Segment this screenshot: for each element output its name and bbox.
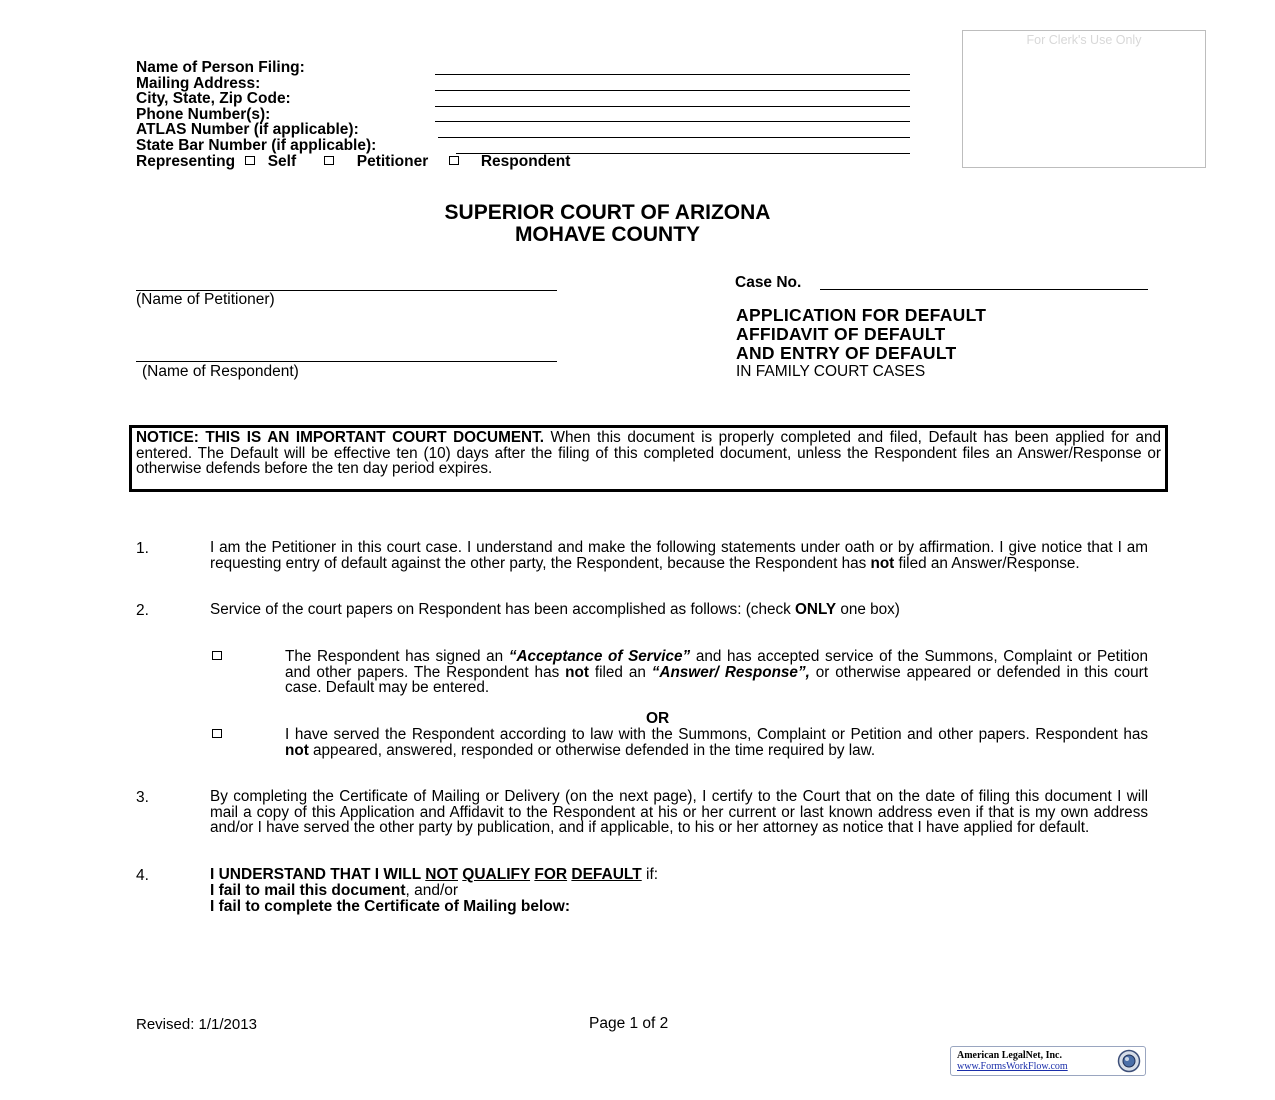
atlas-number-field[interactable]	[438, 125, 910, 138]
mailing-address-label: Mailing Address:	[136, 75, 261, 92]
petitioner-checkbox[interactable]	[324, 156, 334, 165]
form-title-line1: APPLICATION FOR DEFAULT	[736, 305, 987, 325]
item-2-text-b: one box)	[836, 601, 900, 618]
form-title-line2: AFFIDAVIT OF DEFAULT	[736, 324, 946, 344]
clerk-use-box	[962, 30, 1206, 168]
self-option-label: Self	[267, 153, 297, 170]
item-4-for: FOR	[534, 866, 568, 883]
opt1-text-a: The Respondent has signed an	[285, 648, 509, 665]
opt2-text-b: appeared, answered, responded or otherwise defended in the time required by law.	[308, 741, 876, 759]
respondent-name-field[interactable]	[136, 361, 557, 362]
page-number: Page 1 of 2	[589, 1015, 669, 1032]
opt1-bold-not: not	[565, 663, 589, 681]
revised-date: Revised: 1/1/2013	[136, 1016, 257, 1033]
state-bar-row	[136, 138, 376, 154]
atlas-number-label: ATLAS Number (if applicable):	[136, 121, 359, 138]
item-3-text: By completing the Certificate of Mailing or Delivery (on the next page), I certify to the Court that on the date of filing this document I will mail a copy of this Application and Affidavit to the Respondent at his or her current or last known address even if that is my own address and/or I have served the other party by publication, and if applicable, to his or her attorney as notice that I have applied for default.	[210, 788, 1148, 836]
phone-label: Phone Number(s):	[136, 106, 271, 123]
court-name-line1: SUPERIOR COURT OF ARIZONA	[444, 201, 771, 224]
filer-name-label: Name of Person Filing:	[136, 59, 305, 76]
phone-field[interactable]	[435, 109, 910, 122]
item-1-bold: not	[870, 554, 895, 572]
item-2-bold: ONLY	[795, 601, 837, 618]
opt1-text-d: or otherwise appeared or defended in this court case. Default may be entered.	[285, 663, 1148, 696]
item-4-if: if:	[641, 866, 659, 883]
form-subtitle: IN FAMILY COURT CASES	[736, 363, 926, 380]
respondent-label: (Name of Respondent)	[142, 363, 299, 380]
publisher-logo[interactable]	[950, 1046, 1146, 1076]
notice-text: When this document is properly completed and filed, Default has been applied for and entered. The Default will be effective ten (10) days after the filing of this completed document, unless the Respondent files an Answer/Response or otherwise defends before the ten day period expires.	[136, 429, 1161, 477]
representing-row	[136, 154, 570, 170]
globe-icon	[1117, 1049, 1141, 1073]
item-1-text	[210, 540, 1148, 571]
served-by-law-text	[285, 727, 1148, 758]
atlas-number-row	[136, 122, 359, 138]
notice-box	[129, 425, 1168, 492]
item-4-line1	[210, 867, 658, 883]
opt1-text-b: and has accepted service of the Summons, Complaint or Petition and other papers. The Respondent has	[285, 648, 1148, 681]
item-4-line3: I fail to complete the Certificate of Mailing below:	[210, 898, 570, 915]
item-4-default: DEFAULT	[571, 866, 642, 883]
item-4-line2-bold: I fail to mail this document	[210, 882, 406, 899]
item-4-line2	[210, 883, 458, 899]
court-title	[0, 202, 1275, 246]
city-state-zip-row	[136, 91, 291, 107]
notice-heading: NOTICE: THIS IS AN IMPORTANT COURT DOCUMENT.	[136, 429, 544, 446]
item-4-qualify: QUALIFY	[462, 866, 531, 883]
mailing-address-field[interactable]	[435, 78, 910, 91]
petitioner-option-label: Petitioner	[356, 153, 429, 170]
acceptance-of-service-text	[285, 649, 1148, 696]
self-checkbox[interactable]	[245, 156, 255, 165]
case-number-label: Case No.	[735, 274, 802, 291]
case-number-field[interactable]	[820, 289, 1148, 290]
state-bar-label: State Bar Number (if applicable):	[136, 137, 377, 154]
item-1-text-b: filed an Answer/Response.	[894, 554, 1080, 572]
representing-label: Representing	[136, 153, 236, 170]
item-2-number: 2.	[136, 602, 149, 619]
item-2-text-a: Service of the court papers on Respondent has been accomplished as follows: (check	[210, 601, 796, 618]
logo-company-name: American LegalNet, Inc.	[957, 1050, 1062, 1061]
item-4-line2-rest: , and/or	[405, 882, 459, 899]
acceptance-of-service-checkbox[interactable]	[212, 648, 222, 665]
item-4-not: NOT	[425, 866, 458, 883]
opt2-text-a: I have served the Respondent according to law with the Summons, Complaint or Petition and other papers. Respondent has	[285, 726, 1148, 743]
clerk-use-label: For Clerk's Use Only	[1026, 33, 1142, 47]
respondent-checkbox[interactable]	[449, 156, 459, 165]
opt1-text-c: filed an	[588, 663, 652, 681]
item-1-number: 1.	[136, 540, 149, 557]
city-state-zip-label: City, State, Zip Code:	[136, 90, 291, 107]
filer-name-row	[136, 60, 305, 76]
form-title-line3: AND ENTRY OF DEFAULT	[736, 343, 957, 363]
respondent-option-label: Respondent	[480, 153, 571, 170]
opt2-bold-not: not	[285, 741, 309, 759]
filer-name-field[interactable]	[435, 62, 910, 75]
item-1-text-a: I am the Petitioner in this court case. I understand and make the following statements under oath or by affirmation. I give notice that I am requesting entry of default against the other party, the Respondent, because the Respondent has	[210, 539, 1148, 572]
or-separator: OR	[646, 710, 670, 727]
served-by-law-checkbox[interactable]	[212, 726, 222, 743]
court-name-line2: MOHAVE COUNTY	[514, 223, 701, 246]
item-4-number: 4.	[136, 867, 149, 884]
item-4-line1-a: I UNDERSTAND THAT I WILL	[210, 866, 426, 883]
item-2-text	[210, 602, 1148, 618]
item-3-number: 3.	[136, 789, 149, 806]
logo-url-link[interactable]: www.FormsWorkFlow.com	[957, 1061, 1068, 1072]
opt1-acceptance-term: “Acceptance of Service”	[508, 648, 691, 665]
city-state-zip-field[interactable]	[435, 94, 910, 107]
petitioner-label: (Name of Petitioner)	[136, 291, 275, 308]
opt1-answer-term: “Answer/ Response”,	[651, 663, 810, 681]
